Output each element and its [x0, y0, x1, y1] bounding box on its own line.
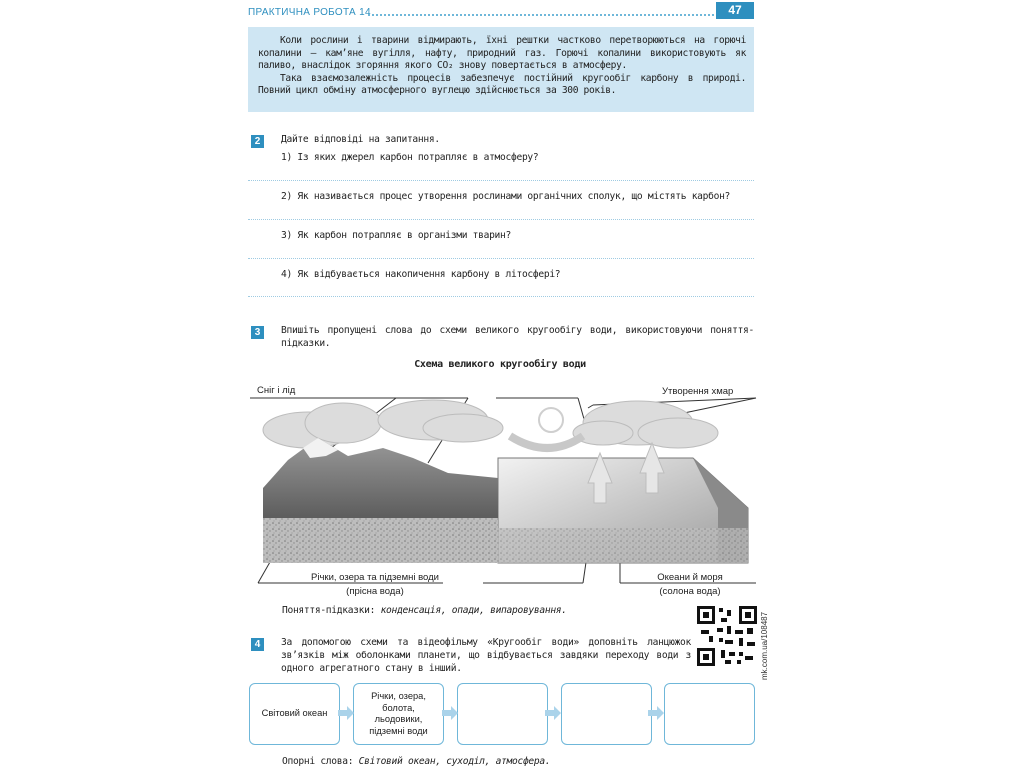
task-4-number: 4 [251, 638, 264, 651]
task-4-title: За допомогою схеми та відеофільму «Кругообіг води» доповніть ланцюжок зв’язків між оболонками планети, що відбувається завдяки переходу води з одного агрегатного стану в інший. [281, 637, 691, 674]
task-2-title: Дайте відповіді на запитання. [281, 134, 440, 145]
hints-line [282, 604, 567, 617]
key-words-line [282, 756, 550, 767]
key-words: Світовий океан, суходіл, атмосфера. [358, 756, 551, 767]
chain-box-5[interactable] [664, 683, 755, 745]
header-divider [368, 14, 714, 16]
key-words-label: Опорні слова: [282, 756, 354, 767]
arrow-right-icon [545, 706, 561, 720]
arrow-right-icon [442, 706, 458, 720]
chain-box-4[interactable] [561, 683, 652, 745]
arrow-right-icon [338, 706, 354, 720]
label-rivers: Річки, озера та підземні води [311, 572, 439, 583]
question-1: 1) Із яких джерел карбон потрапляє в атмосферу? [281, 152, 539, 163]
answer-line-1[interactable] [248, 180, 754, 181]
chain-box-2: Річки, озера, болота, льодовики, підземні води [353, 683, 444, 745]
answer-line-4[interactable] [248, 296, 754, 297]
side-url[interactable]: mk.com.ua/108487 [760, 611, 769, 680]
hints-words: конденсація, опади, випаровування. [380, 605, 567, 616]
chain-box-1: Світовий океан [249, 683, 340, 745]
question-4: 4) Як відбувається накопичення карбону в літосфері? [281, 269, 561, 280]
info-box [248, 27, 754, 112]
label-oceans-sub: (солона вода) [659, 586, 721, 597]
page-number: 47 [716, 2, 754, 19]
label-oceans: Океани й моря [657, 572, 723, 583]
task-3-number: 3 [251, 326, 264, 339]
chain-box-3[interactable] [457, 683, 548, 745]
task-2-number: 2 [251, 135, 264, 148]
qr-code[interactable] [697, 606, 757, 666]
question-3: 3) Як карбон потрапляє в організми тварин? [281, 230, 511, 241]
diagram-title: Схема великого кругообігу води [414, 359, 586, 370]
label-snow: Сніг і лід [257, 385, 296, 396]
arrow-right-icon [648, 706, 664, 720]
answer-line-2[interactable] [248, 219, 754, 220]
question-2: 2) Як називається процес утворення рослинами органічних сполук, що містять карбон? [281, 191, 731, 202]
hints-label: Поняття-підказки: [282, 605, 376, 616]
water-cycle-diagram [248, 378, 758, 600]
task-3-title: Впишіть пропущені слова до схеми великого кругообігу води, використовуючи поняття-підказки. [281, 325, 754, 349]
section-title: ПРАКТИЧНА РОБОТА 14 [248, 7, 371, 18]
info-paragraph-1: Коли рослини і тварини відмирають, їхні рештки частково перетворюються на горючі копалини — кам’яне вугілля, нафту, природний газ. Горючі копалини використовують як паливо, внаслідок згоряння якого CO₂ знову повертається в атмосферу. [258, 35, 746, 72]
info-paragraph-2: Така взаємозалежність процесів забезпечує постійний кругообіг карбону в природі. Повний цикл обміну атмосферного вуглецю здійснюється за 300 років. [258, 72, 746, 97]
answer-line-3[interactable] [248, 258, 754, 259]
label-clouds: Утворення хмар [662, 386, 734, 397]
label-rivers-sub: (прісна вода) [346, 586, 404, 597]
